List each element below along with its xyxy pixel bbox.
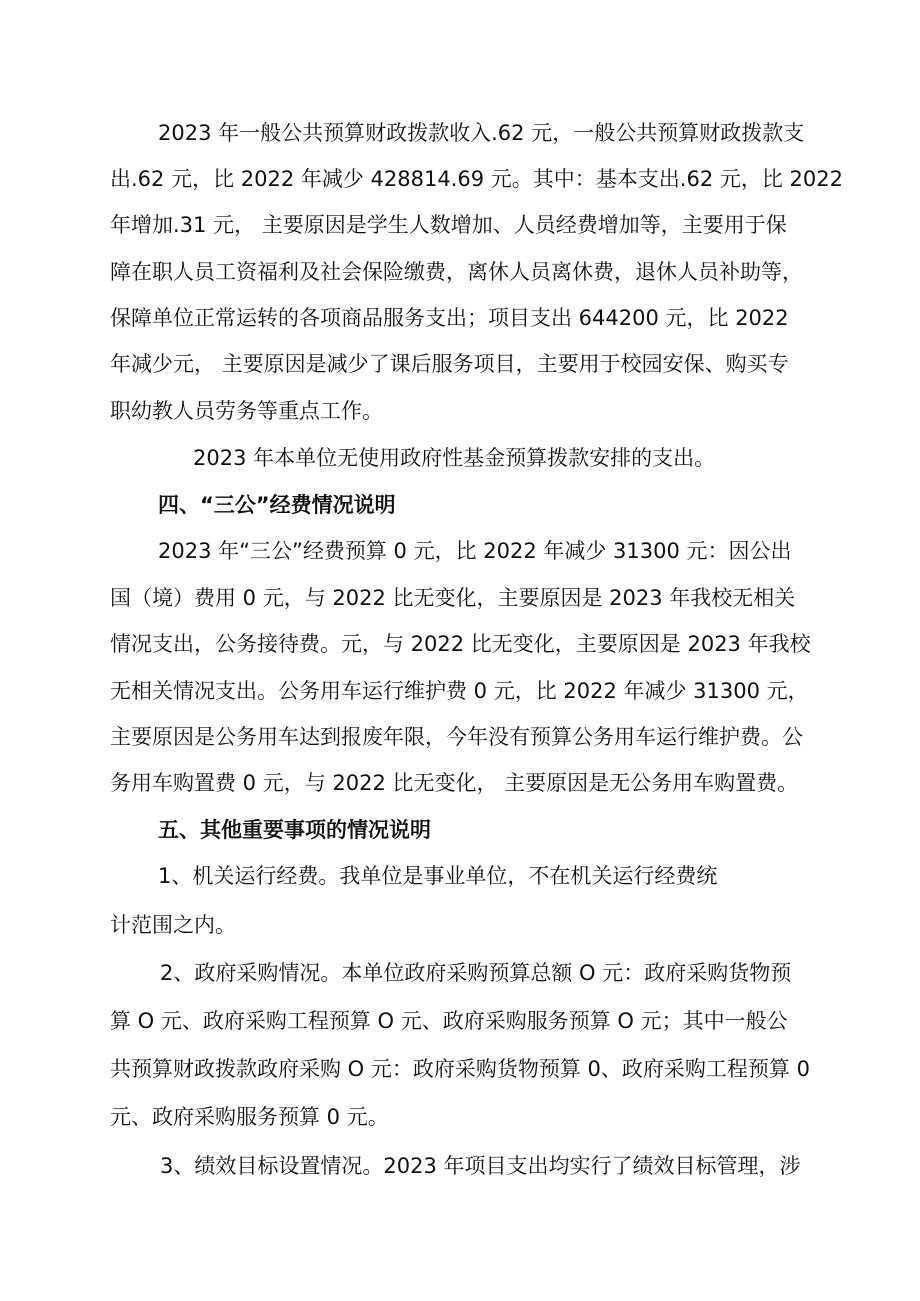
paragraph-line: 2023 年“三公”经费预算 0 元，比 2022 年减少 31300 元：因公出 bbox=[158, 539, 792, 563]
paragraph-line: 共预算财政拨款政府采购 O 元：政府采购货物预算 0、政府采购工程预算 0 bbox=[110, 1057, 810, 1081]
paragraph-line: 保障单位正常运转的各项商品服务支出；项目支出 644200 元，比 2022 bbox=[110, 306, 789, 330]
paragraph-line: 2、政府采购情况。本单位政府采购预算总额 O 元：政府采购货物预 bbox=[160, 961, 792, 985]
paragraph-line: 3、绩效目标设置情况。2023 年项目支出均实行了绩效目标管理，涉 bbox=[160, 1154, 801, 1178]
paragraph-line: 障在职人员工资福利及社会保险缴费，离休人员离休费，退休人员补助等， bbox=[110, 260, 803, 284]
paragraph-line: 1、机关运行经费。我单位是事业单位，不在机关运行经费统 bbox=[158, 864, 718, 888]
paragraph-line: 计范围之内。 bbox=[110, 913, 236, 937]
paragraph-line: 年增加.31 元， 主要原因是学生人数增加、人员经费增加等，主要用于保 bbox=[110, 213, 787, 237]
paragraph-line: 出.62 元，比 2022 年减少 428814.69 元。其中：基本支出.62 元，比 2022 bbox=[110, 167, 843, 191]
paragraph-line: 元、政府采购服务预算 0 元。 bbox=[110, 1105, 389, 1129]
paragraph-line: 主要原因是公务用车达到报废年限，今年没有预算公务用车运行维护费。公 bbox=[110, 725, 803, 749]
paragraph-line: 算 O 元、政府采购工程预算 O 元、政府采购服务预算 O 元；其中一般公 bbox=[110, 1009, 788, 1033]
paragraph-line: 情况支出，公务接待费。元，与 2022 比无变化，主要原因是 2023 年我校 bbox=[110, 632, 811, 656]
paragraph-line: 2023 年一般公共预算财政拨款收入.62 元，一般公共预算财政拨款支 bbox=[158, 121, 805, 145]
section-heading-five: 五、其他重要事项的情况说明 bbox=[158, 818, 431, 842]
section-heading-four: 四、“三公”经费情况说明 bbox=[158, 493, 396, 517]
paragraph-line: 年减少元， 主要原因是减少了课后服务项目，主要用于校园安保、购买专 bbox=[110, 352, 789, 376]
paragraph-line: 务用车购置费 0 元，与 2022 比无变化， 主要原因是无公务用车购置费。 bbox=[110, 771, 799, 795]
paragraph-line: 国（境）费用 0 元，与 2022 比无变化，主要原因是 2023 年我校无相关 bbox=[110, 586, 796, 610]
paragraph-line: 职幼教人员劳务等重点工作。 bbox=[110, 399, 383, 423]
paragraph-line: 2023 年本单位无使用政府性基金预算拨款安排的支出。 bbox=[193, 446, 716, 470]
paragraph-line: 无相关情况支出。公务用车运行维护费 0 元，比 2022 年减少 31300 元， bbox=[110, 679, 809, 703]
